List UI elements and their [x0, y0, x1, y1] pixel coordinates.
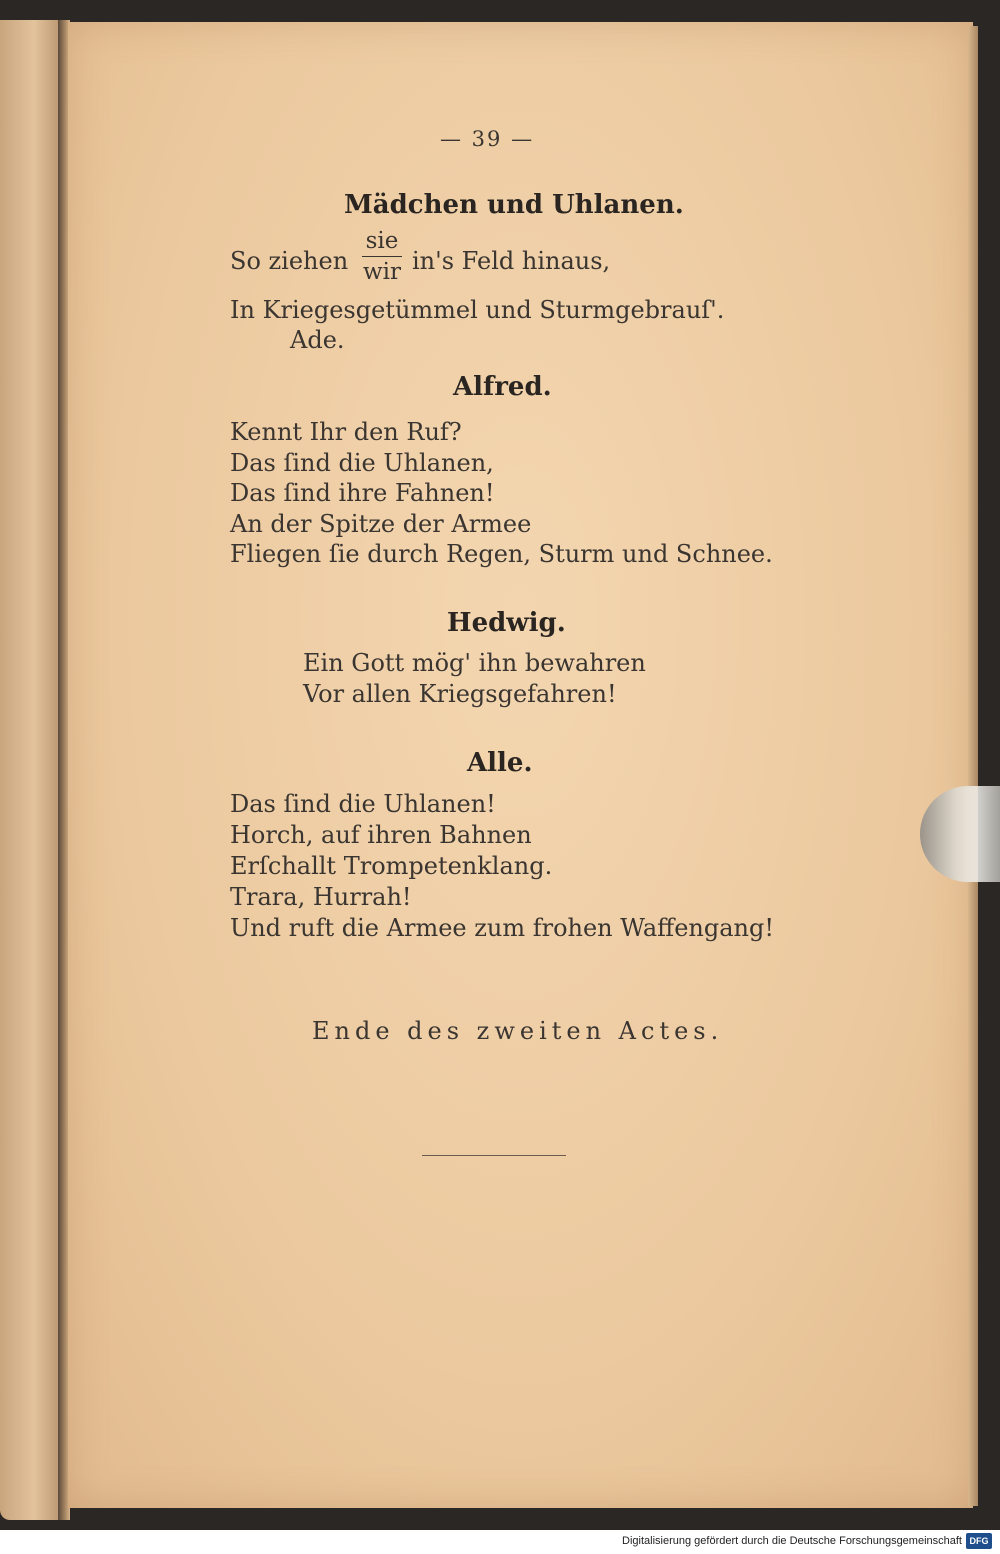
page-number: — 39 —	[440, 127, 535, 151]
act-ending: Ende des zweiten Actes.	[312, 1017, 724, 1045]
dfg-logo: DFG	[966, 1533, 992, 1549]
verse-line: So ziehen	[230, 247, 349, 275]
verse-line: In Kriegesgetümmel und Sturmgebrauſ'.	[230, 296, 725, 324]
verse-line: Und ruft die Armee zum frohen Waffengang!	[230, 914, 775, 942]
fraction-sie-wir	[360, 228, 404, 285]
section-heading-alfred: Alfred.	[453, 372, 552, 402]
verse-line: Trara, Hurrah!	[230, 883, 412, 911]
left-page-edge	[0, 20, 62, 1520]
fraction-bottom: wir	[362, 259, 402, 285]
verse-line: in's Feld hinaus,	[412, 247, 611, 275]
fraction-top: sie	[365, 228, 399, 254]
verse-line: Horch, auf ihren Bahnen	[230, 821, 532, 849]
verse-line: Vor allen Kriegsgefahren!	[303, 680, 617, 708]
section-heading-hedwig: Hedwig.	[447, 608, 566, 638]
closing-rule	[422, 1155, 566, 1156]
section-heading-maedchen: Mädchen und Uhlanen.	[344, 190, 684, 220]
page-edge	[968, 26, 978, 1506]
verse-line: Kennt Ihr den Ruf?	[230, 418, 462, 446]
section-heading-alle: Alle.	[467, 748, 533, 778]
verse-line: Erſchallt Trompetenklang.	[230, 852, 553, 880]
verse-line: Ade.	[290, 326, 345, 354]
verse-line: Das ſind die Uhlanen,	[230, 449, 494, 477]
verse-line: Fliegen ſie durch Regen, Sturm und Schnee.	[230, 540, 773, 568]
verse-line: Ein Gott mög' ihn bewahren	[303, 649, 646, 677]
fraction-bar	[362, 256, 402, 257]
verse-line: Das ſind die Uhlanen!	[230, 790, 496, 818]
footer-credit: Digitalisierung gefördert durch die Deutsche Forschungsgemeinschaft	[622, 1535, 962, 1547]
verse-line: An der Spitze der Armee	[230, 510, 532, 538]
verse-line: Das ſind ihre Fahnen!	[230, 479, 495, 507]
